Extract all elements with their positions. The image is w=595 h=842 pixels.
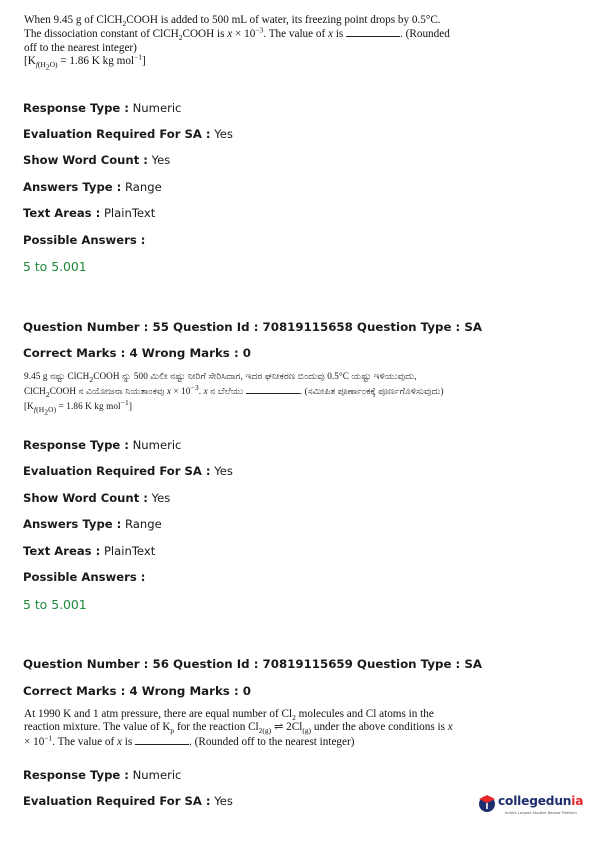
logo-wordmark: collegedunia (498, 794, 584, 808)
logo-tagline: India's Largest Student Review Platform (505, 811, 577, 815)
answers-type-row: Answers Type : Range (23, 517, 162, 531)
show-word-count-row: Show Word Count : Yes (23, 491, 171, 505)
evaluation-required-row: Evaluation Required For SA : Yes (23, 794, 233, 808)
evaluation-required-row: Evaluation Required For SA : Yes (23, 127, 233, 141)
text-areas-row: Text Areas : PlainText (23, 544, 156, 558)
graduation-cap-icon (478, 792, 496, 814)
collegedunia-logo[interactable] (478, 790, 593, 826)
question-56-text: At 1990 K and 1 atm pressure, there are equal number of $Cl_2$ molecules and Cl atoms in the reaction mixture. The value of $K_p$ for the reaction $Cl_{2(g)}$ ⇌ $2Cl_{(g)}$ under the above conditions is $x \times 10^{-1}$. The value of x is . (Rounded off to the nearest integer) (24, 708, 453, 748)
question-56-header: Question Number : 56 Question Id : 70819115659 Question Type : SA (23, 657, 483, 671)
response-type-row: Response Type : Numeric (23, 768, 182, 782)
question-55-header: Question Number : 55 Question Id : 70819115658 Question Type : SA (23, 320, 483, 334)
response-type-row: Response Type : Numeric (23, 101, 182, 115)
evaluation-required-row: Evaluation Required For SA : Yes (23, 464, 233, 478)
possible-answers-label: Possible Answers : (23, 233, 146, 247)
answers-type-row: Answers Type : Range (23, 180, 162, 194)
question-55-text: 9.45 g ನಷ್ಟು ClCH$_2$COOH ನ್ನು 500 ಮಿಲೀ ನಷ್ಟು ನೀರಿಗೆ ಸೇರಿಸಿದಾಗ, ಇದರ ಘನೀಕರಣ ಬಿಂದುವು 0.5°C ಯಷ್ಟು ಇಳಿಯುವುದು, ClCH$_2$COOH ನ ವಿಯೋಜನಾ ನಿಯತಾಂಕವು $x \times 10^{-3}$. x ನ ಬೆಲೆಯು . (ಸಮೀಪಿತ ಪೂರ್ಣಾಂಕಕ್ಕೆ ಪೂರ್ಣಗೊಳಿಸುವುದು) [$K_{f(H_2O)} = 1.86$ K kg mol$^{-1}$] (24, 371, 444, 417)
possible-answer-value: 5 to 5.001 (23, 259, 87, 274)
show-word-count-row: Show Word Count : Yes (23, 153, 171, 167)
response-type-row: Response Type : Numeric (23, 438, 182, 452)
question-54-text: When 9.45 g of ClCH$_2$COOH is added to 500 mL of water, its freezing point drops by 0.5°C. The dissociation constant of ClCH$_2$COOH is $x \times 10^{-3}$. The value of x is . (Rounded off to the nearest integer) [$K_{f(H_2O)} = 1.86$ K kg mol$^{-1}$] (24, 14, 450, 72)
possible-answers-label: Possible Answers : (23, 570, 146, 584)
question-56-marks: Correct Marks : 4 Wrong Marks : 0 (23, 684, 251, 698)
possible-answer-value: 5 to 5.001 (23, 597, 87, 612)
question-55-marks: Correct Marks : 4 Wrong Marks : 0 (23, 346, 251, 360)
text-areas-row: Text Areas : PlainText (23, 206, 156, 220)
